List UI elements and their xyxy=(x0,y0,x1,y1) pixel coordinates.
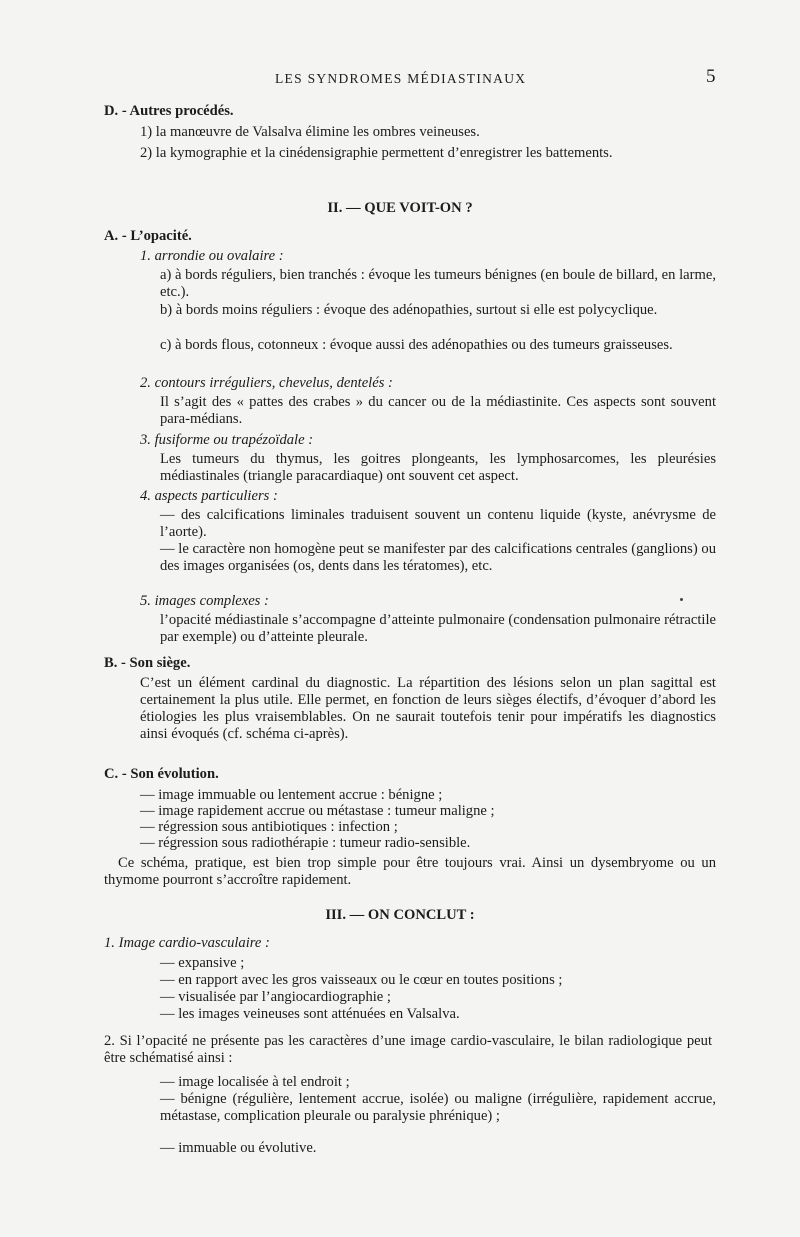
conclusion-1-item-4: — les images veineuses sont atténuées en Valsalva. xyxy=(160,1006,460,1022)
opacite-3-text: Les tumeurs du thymus, les goitres plongeants, les lymphosarcomes, les pleurésies médiastinales (triangle paracardiaque) ont souvent cet aspect. xyxy=(160,451,716,484)
opacite-1-b: b) à bords moins réguliers : évoque des adénopathies, surtout si elle est polycyclique. xyxy=(160,302,658,318)
conclusion-1-item-2: — en rapport avec les gros vaisseaux ou le cœur en toutes positions ; xyxy=(160,972,563,988)
page-header xyxy=(0,68,800,90)
evolution-item-2: — image rapidement accrue ou métastase : tumeur maligne ; xyxy=(140,803,495,819)
opacite-5-text: l’opacité médiastinale s’accompagne d’atteinte pulmonaire (condensation pulmonaire rétractile par exemple) ou d’atteinte pleurale. xyxy=(160,612,716,645)
section-d-item-1: 1) la manœuvre de Valsalva élimine les ombres veineuses. xyxy=(140,124,480,140)
opacite-2-text: Il s’agit des « pattes des crabes » du cancer ou de la médiastinite. Ces aspects sont souvent para-médians. xyxy=(160,394,716,427)
opacite-4-a: — des calcifications liminales traduisent souvent un contenu liquide (kyste, anévrysme de l’aorte). xyxy=(160,507,716,540)
evolution-note: Ce schéma, pratique, est bien trop simple pour être toujours vrai. Ainsi un dysembryome ou un thymome pourront s’accroître rapidement. xyxy=(104,855,716,888)
opacite-1-a: a) à bords réguliers, bien tranchés : évoque les tumeurs bénignes (en boule de billard, en larme, etc.). xyxy=(160,267,716,300)
opacite-5-title: 5. images complexes : xyxy=(140,593,269,609)
part-2-heading: II. — QUE VOIT-ON ? xyxy=(327,200,473,216)
conclusion-1-item-3: — visualisée par l’angiocardiographie ; xyxy=(160,989,391,1005)
opacite-1-c: c) à bords flous, cotonneux : évoque aussi des adénopathies ou des tumeurs graisseuses. xyxy=(160,337,673,353)
part-2-a-title: A. - L’opacité. xyxy=(104,228,192,244)
conclusion-2-item-3: — immuable ou évolutive. xyxy=(160,1140,317,1156)
evolution-item-3: — régression sous antibiotiques : infection ; xyxy=(140,819,398,835)
part-2-b-text: C’est un élément cardinal du diagnostic. La répartition des lésions selon un plan sagittal est certainement la plus utile. Elle permet, en fonction de leurs sièges électifs, d’évoquer d’abord les étiologies les plus vraisemblables. On ne saurait toutefois tenir pour impératifs les diagnostics ainsi évoqués (cf. schéma ci-après). xyxy=(140,675,716,742)
evolution-item-4: — régression sous radiothérapie : tumeur radio-sensible. xyxy=(140,835,471,851)
section-d-item-2: 2) la kymographie et la cinédensigraphie permettent d’enregistrer les battements. xyxy=(140,145,613,161)
conclusion-2-item-2: — bénigne (régulière, lentement accrue, isolée) ou maligne (irrégulière, rapidement accrue, métastase, complication pleurale ou paralysie phrénique) ; xyxy=(160,1091,716,1124)
section-d-title: D. - Autres procédés. xyxy=(104,103,234,119)
conclusion-2-item-1: — image localisée à tel endroit ; xyxy=(160,1074,350,1090)
conclusion-2-intro: 2. Si l’opacité ne présente pas les caractères d’une image cardio-vasculaire, le bilan radiologique peut être schématisé ainsi : xyxy=(104,1033,712,1066)
opacite-3-title: 3. fusiforme ou trapézoïdale : xyxy=(140,432,314,448)
opacite-4-title: 4. aspects particuliers : xyxy=(140,488,278,504)
opacite-4-b: — le caractère non homogène peut se manifester par des calcifications centrales (ganglions) ou des images organisées (os, dents dans les tératomes), etc. xyxy=(160,541,716,574)
stray-mark xyxy=(680,598,683,601)
page-number: 5 xyxy=(706,66,716,87)
opacite-2-title: 2. contours irréguliers, chevelus, dentelés : xyxy=(140,375,393,391)
part-2-c-title: C. - Son évolution. xyxy=(104,766,219,782)
part-3-heading: III. — ON CONCLUT : xyxy=(325,907,475,923)
opacite-1-title: 1. arrondie ou ovalaire : xyxy=(140,248,284,264)
evolution-item-1: — image immuable ou lentement accrue : bénigne ; xyxy=(140,787,443,803)
conclusion-1-item-1: — expansive ; xyxy=(160,955,245,971)
part-2-b-title: B. - Son siège. xyxy=(104,655,191,671)
conclusion-1-title: 1. Image cardio-vasculaire : xyxy=(104,935,270,951)
running-title: LES SYNDROMES MÉDIASTINAUX xyxy=(275,71,527,86)
